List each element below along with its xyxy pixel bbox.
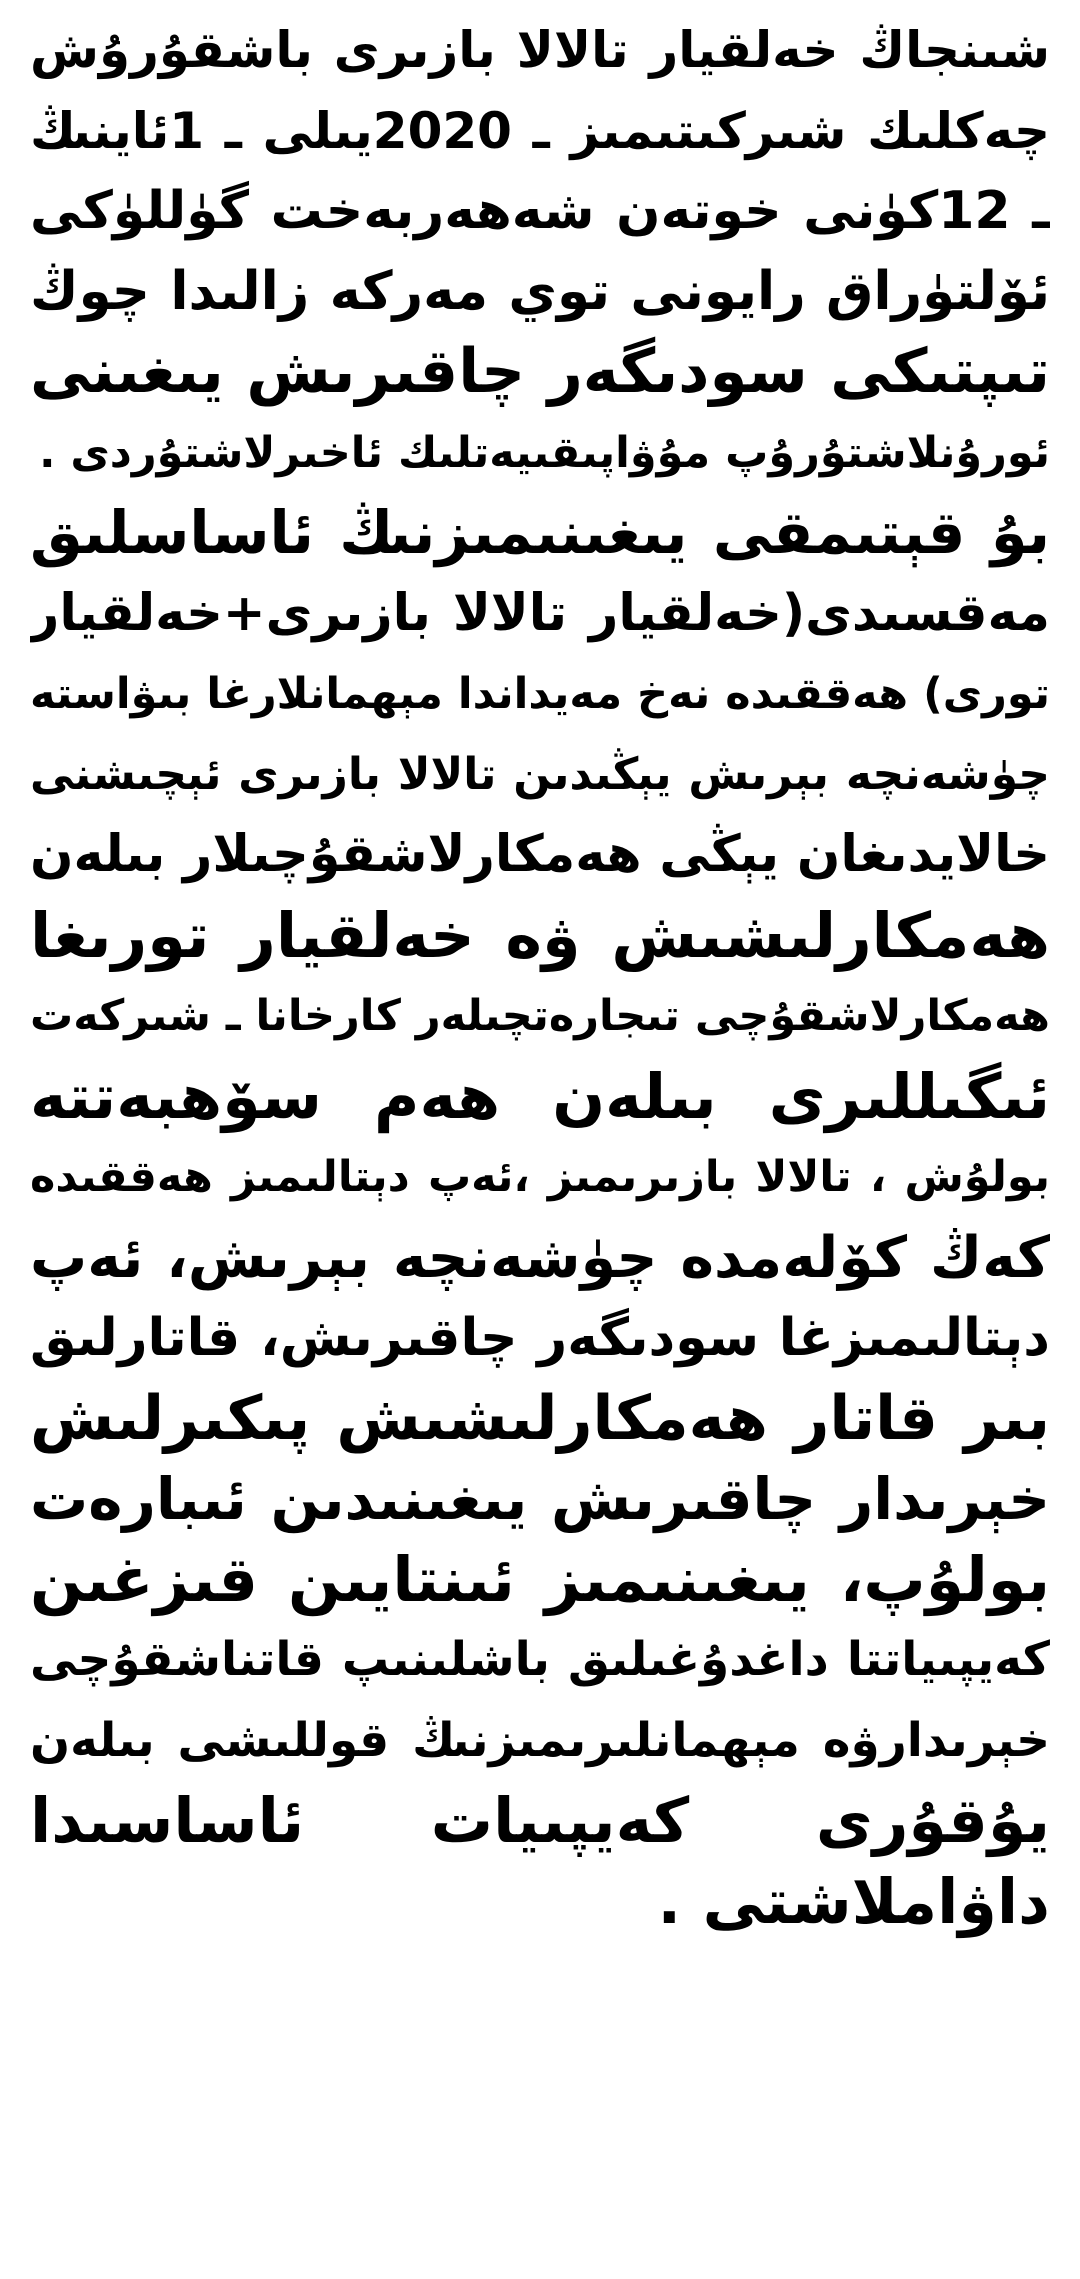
- article-body: [30, 10, 1050, 1942]
- text-line: ئورۇنلاشتۇرۇپ مۇۋاپىقىيەتلىك ئاخىرلاشتۇردى .: [39, 427, 1050, 478]
- text-line: ھەمكارلىشىش ۋە خەلقيار تورىغا: [30, 898, 1050, 972]
- text-line: كەڭ كۆلەمدە چۈشەنچە بېرىش، ئەپ: [30, 1224, 1050, 1291]
- text-line: چۈشەنچە بېرىش يېڭىدىن تالالا بازىرى ئېچىشنى: [30, 748, 1050, 800]
- text-line: تورى) ھەققىدە نەخ مەيداندا مېھمانلارغا بىۋاستە: [30, 669, 1050, 719]
- text-line: مەقسىدى(خەلقيار تالالا بازىرى+خەلقيار: [30, 583, 1050, 643]
- paragraph-2: [30, 493, 1050, 1942]
- text-line: كەيپىياتتا داغدۇغىلىق باشلىنىپ قاتناشقۇچى: [30, 1632, 1050, 1687]
- text-line: داۋاملاشتى .: [657, 1864, 1050, 1938]
- text-line: تىپتىكى سودىگەر چاقىرىش يىغىنى: [30, 336, 1050, 407]
- text-line: خېرىدار چاقىرىش يىغىنىدىن ئىبارەت: [30, 1465, 1050, 1533]
- text-line: ئىگىللىرى بىلەن ھەم سۆھبەتتە: [30, 1059, 1050, 1133]
- text-line: ـ 12كۈنى خوتەن شەھەربەخت گۈللۈكى: [30, 181, 1050, 241]
- text-line: خېرىدارۋە مېھمانلىرىمىزنىڭ قوللىشى بىلەن: [30, 1712, 1050, 1768]
- text-line: بولۇپ، يىغىنىمىز ئىنتايىن قىزغىن: [30, 1542, 1050, 1616]
- text-line: چەكلىك شىركىتىمىز ـ 2020يىلى ـ 1ئاينىڭ: [30, 101, 1050, 160]
- text-line: بىر قاتار ھەمكارلىشىش پىكىرلىش: [30, 1382, 1050, 1454]
- text-line: يۇقۇرى كەيپىيات ئاساسىدا: [30, 1784, 1050, 1857]
- text-line: دېتالىمىزغا سودىگەر چاقىرىش، قاتارلىق: [30, 1308, 1050, 1368]
- text-line: ھەمكارلاشقۇچى تىجارەتچىلەر كارخانا ـ شىركەت: [30, 991, 1050, 1041]
- paragraph-1: [30, 10, 1050, 493]
- text-line: بۇ قېتىمقى يىغىنىمىزنىڭ ئاساسلىق: [30, 498, 1050, 567]
- text-line: بولۇش ، تالالا بازىرىمىز ،ئەپ دېتالىمىز ھەققىدە: [30, 1152, 1050, 1202]
- text-line: شىنجاڭ خەلقيار تالالا بازىرى باشقۇرۇش: [30, 21, 1050, 79]
- text-line: ئۆلتۈراق رايونى توي مەركە زالىدا چوڭ: [30, 260, 1050, 322]
- text-line: خالايدىغان يېڭى ھەمكارلاشقۇچىلار بىلەن: [30, 825, 1050, 884]
